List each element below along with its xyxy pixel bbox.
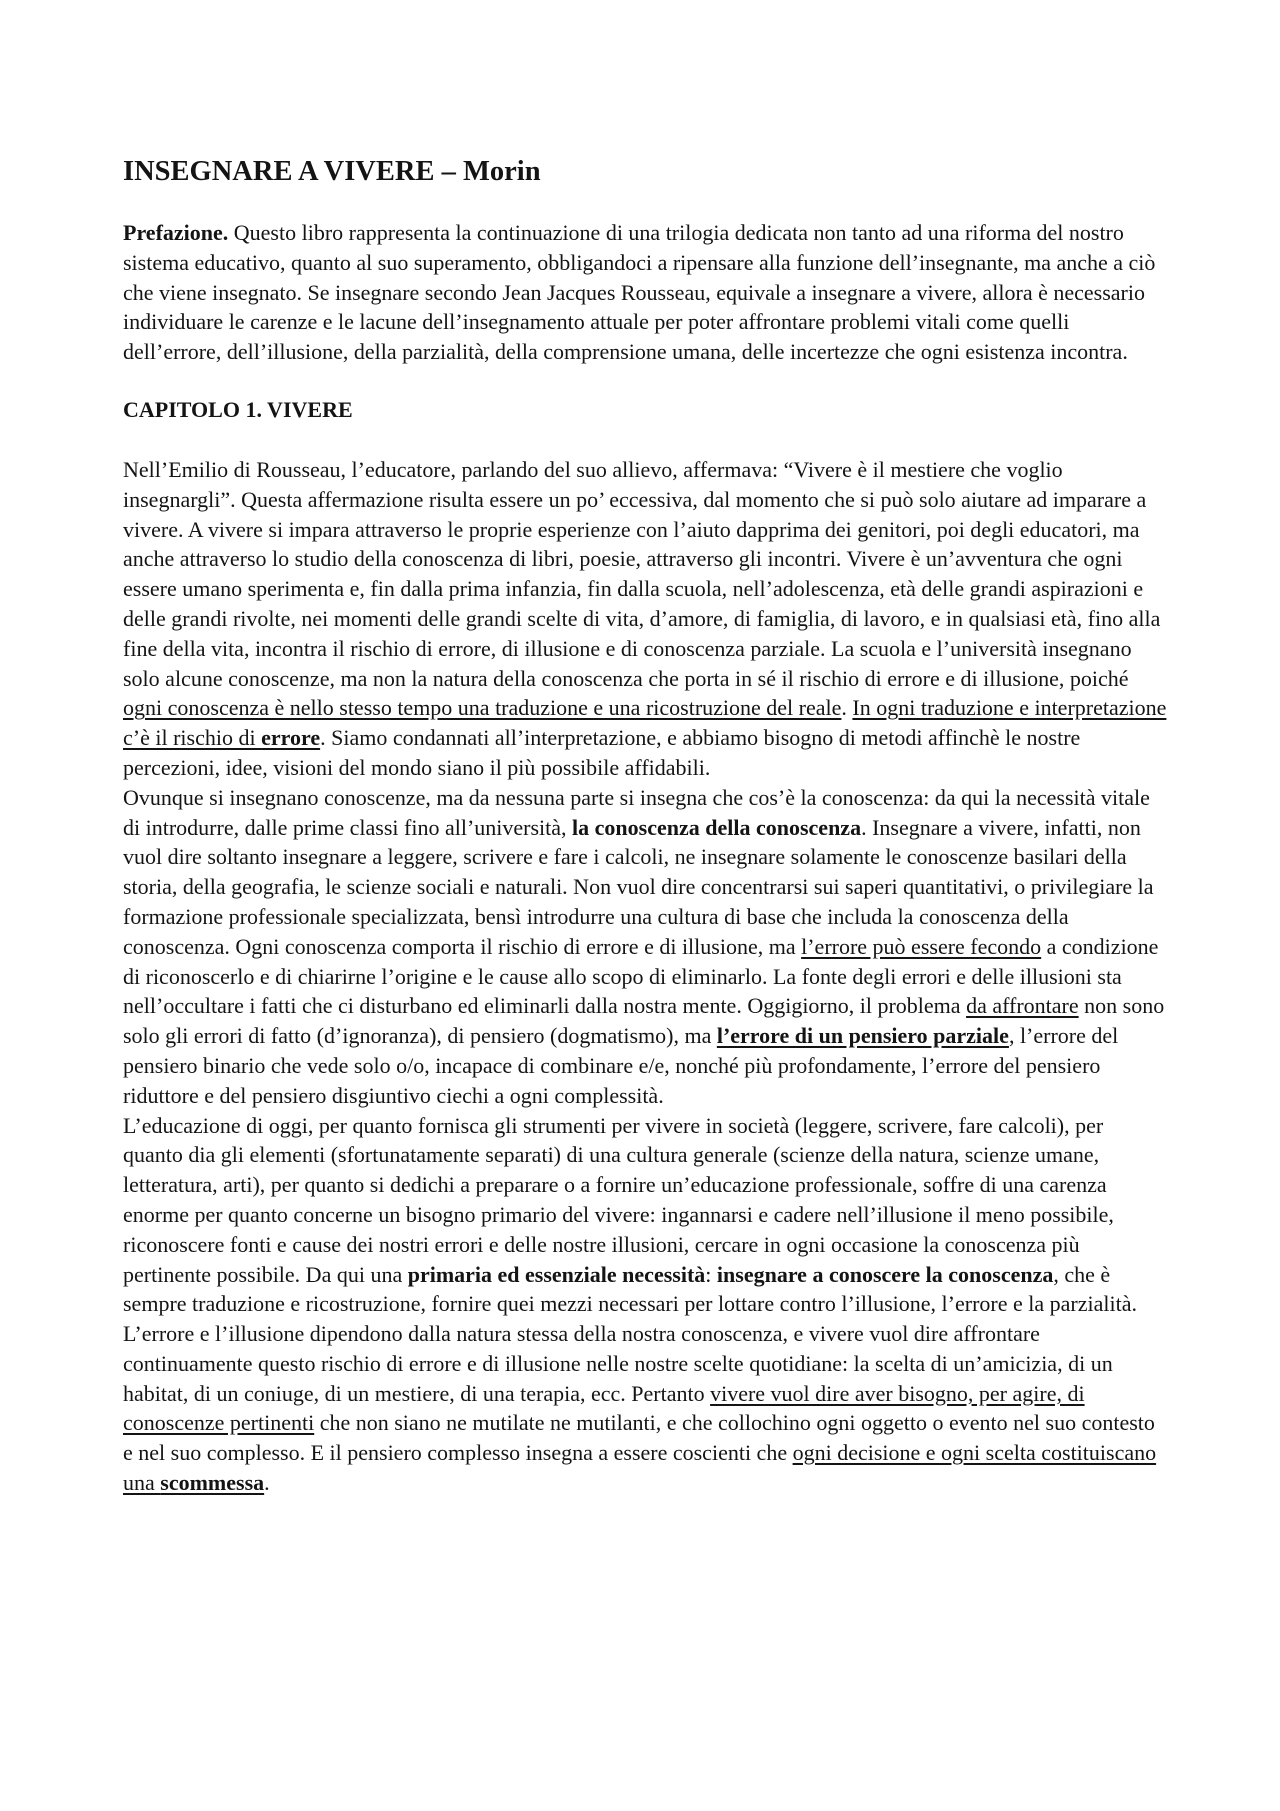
bold-text: la conoscenza della conoscenza (572, 814, 862, 840)
bold-underlined-text: scommessa (160, 1470, 265, 1496)
chapter-title: CAPITOLO 1. VIVERE (123, 396, 353, 422)
underlined-text: ogni conoscenza è nello stesso tempo una traduzione e una ricostruzione del reale (123, 695, 842, 721)
bold-underlined-text: l’errore di un pensiero parziale (716, 1023, 1009, 1049)
bold-underlined-text: errore (261, 725, 321, 751)
text-run: . Siamo condannati all’interpretazione, e abbiamo bisogno di metodi affinchè le nostre percezioni, idee, visioni del mondo siano il più possibile affidabili. (123, 725, 1081, 780)
text-run: L’educazione di oggi, per quanto fornisca gli strumenti per vivere in società (leggere, scrivere, fare calcoli), per quanto dia gli elementi (sfortunatamente separati) di una cultura generale (scienze della natura, scienze umane, letteratura, arti), per quanto si dedichi a preparare o a fornire un’educazione professionale, soffre di una carenza enorme per quanto concerne un bisogno primario del vivere: ingannarsi e cadere nell’illusione il meno possibile, riconoscere fonti e cause dei nostri errori e delle nostre illusioni, cercare in ogni occasione la conoscenza più pertinente possibile. Da qui una (123, 1112, 1114, 1287)
underlined-text: In ogni traduzione e interpretazione c’è il rischio di (123, 695, 1167, 751)
text-run: : (705, 1261, 717, 1287)
underlined-text: l’errore può essere fecondo (801, 933, 1042, 959)
text-run: , che è sempre traduzione e ricostruzione, fornire quei mezzi necessari per lottare contro l’illusione, l’errore e la parzialità. (123, 1261, 1137, 1317)
underlined-text: da affrontare (966, 993, 1079, 1019)
underlined-text: vivere vuol dire aver bisogno, per agire, di conoscenze pertinenti (123, 1380, 1085, 1436)
text-run: non sono solo gli errori di fatto (d’ignoranza), di pensiero (dogmatismo), ma (123, 993, 1165, 1049)
document-title: INSEGNARE A VIVERE – Morin (123, 156, 541, 187)
text-run: L’errore e l’illusione dipendono dalla natura stessa della nostra conoscenza, e vivere vuol dire affrontare continuamente questo rischio di errore e di illusione nelle nostre scelte quotidiane: la scelta di un’amicizia, di un habitat, di un coniuge, di un mestiere, di una terapia, ecc. Pertanto (123, 1321, 1113, 1406)
paragraph-1 (123, 455, 1168, 783)
text-run: Nell’Emilio di Rousseau, l’educatore, parlando del suo allievo, affermava: “Vivere è il mestiere che voglio insegnargli”. Questa affermazione risulta essere un po’ eccessiva, dal momento che si può solo aiutare ad imparare a vivere. A vivere si impara attraverso le proprie esperienze con l’aiuto dapprima dei genitori, poi degli educatori, ma anche attraverso lo studio della conoscenza di libri, poesie, attraverso gli incontri. Vivere è un’avventura che ogni essere umano sperimenta e, fin dalla prima infanzia, fin dalla scuola, nell’adolescenza, età delle grandi aspirazioni e delle grandi rivolte, nei momenti delle grandi scelte di vita, d’amore, di famiglia, di lavoro, e in qualsiasi età, fino alla fine della vita, incontra il rischio di errore, di illusione e di conoscenza parziale. La scuola e l’università insegnano solo alcune conoscenze, ma non la natura della conoscenza che porta in sé il rischio di errore e di illusione, poiché (123, 456, 1161, 691)
preface-label: Prefazione. (123, 220, 229, 245)
bold-text: primaria ed essenziale necessità (407, 1261, 706, 1287)
text-run: Ovunque si insegnano conoscenze, ma da nessuna parte si insegna che cos’è la conoscenza: da qui la necessità vitale di introdurre, dalle prime classi fino all’università, (123, 784, 1150, 840)
paragraph-4 (123, 1319, 1168, 1498)
document-page (123, 154, 1168, 1498)
text-run: . (264, 1470, 270, 1496)
text-run: . Insegnare a vivere, infatti, non vuol dire soltanto insegnare a leggere, scrivere e fare i calcoli, ne insegnare solamente le conoscenze basilari della storia, della geografia, le scienze sociali e naturali. Non vuol dire concentrarsi sui saperi quantitativi, o privilegiare la formazione professionale specializzata, bensì introdurre una cultura di base che includa la conoscenza della conoscenza. Ogni conoscenza comporta il rischio di errore e di illusione, ma (123, 814, 1154, 959)
bold-text: insegnare a conoscere la conoscenza (716, 1261, 1054, 1287)
preface-paragraph (123, 218, 1168, 367)
underlined-text: ogni decisione e ogni scelta costituiscano una (123, 1440, 1157, 1496)
text-run: . (841, 695, 853, 721)
text-run: a condizione di riconoscerlo e di chiarirne l’origine e le cause allo scopo di eliminarlo. La fonte degli errori e delle illusioni sta nell’occultare i fatti che ci disturbano ed eliminarli dalla nostra mente. Oggigiorno, il problema (123, 933, 1159, 1019)
text-run: che non siano ne mutilate ne mutilanti, e che collochino ogni oggetto o evento nel suo contesto e nel suo complesso. E il pensiero complesso insegna a essere coscienti che (123, 1410, 1155, 1466)
preface-text: Questo libro rappresenta la continuazione di una trilogia dedicata non tanto ad una riforma del nostro sistema educativo, quanto al suo superamento, obbligandoci a ripensare alla funzione dell’insegnante, ma anche a ciò che viene insegnato. Se insegnare secondo Jean Jacques Rousseau, equivale a insegnare a vivere, allora è necessario individuare le carenze e le lacune dell’insegnamento attuale per poter affrontare problemi vitali come quelli dell’errore, dell’illusione, della parzialità, della comprensione umana, delle incertezze che ogni esistenza incontra. (123, 220, 1156, 365)
text-run: , l’errore del pensiero binario che vede solo o/o, incapace di combinare e/e, nonché più profondamente, l’errore del pensiero riduttore e del pensiero disgiuntivo ciechi a ogni complessità. (123, 1023, 1119, 1108)
paragraph-2 (123, 783, 1168, 1111)
paragraph-3 (123, 1111, 1168, 1320)
